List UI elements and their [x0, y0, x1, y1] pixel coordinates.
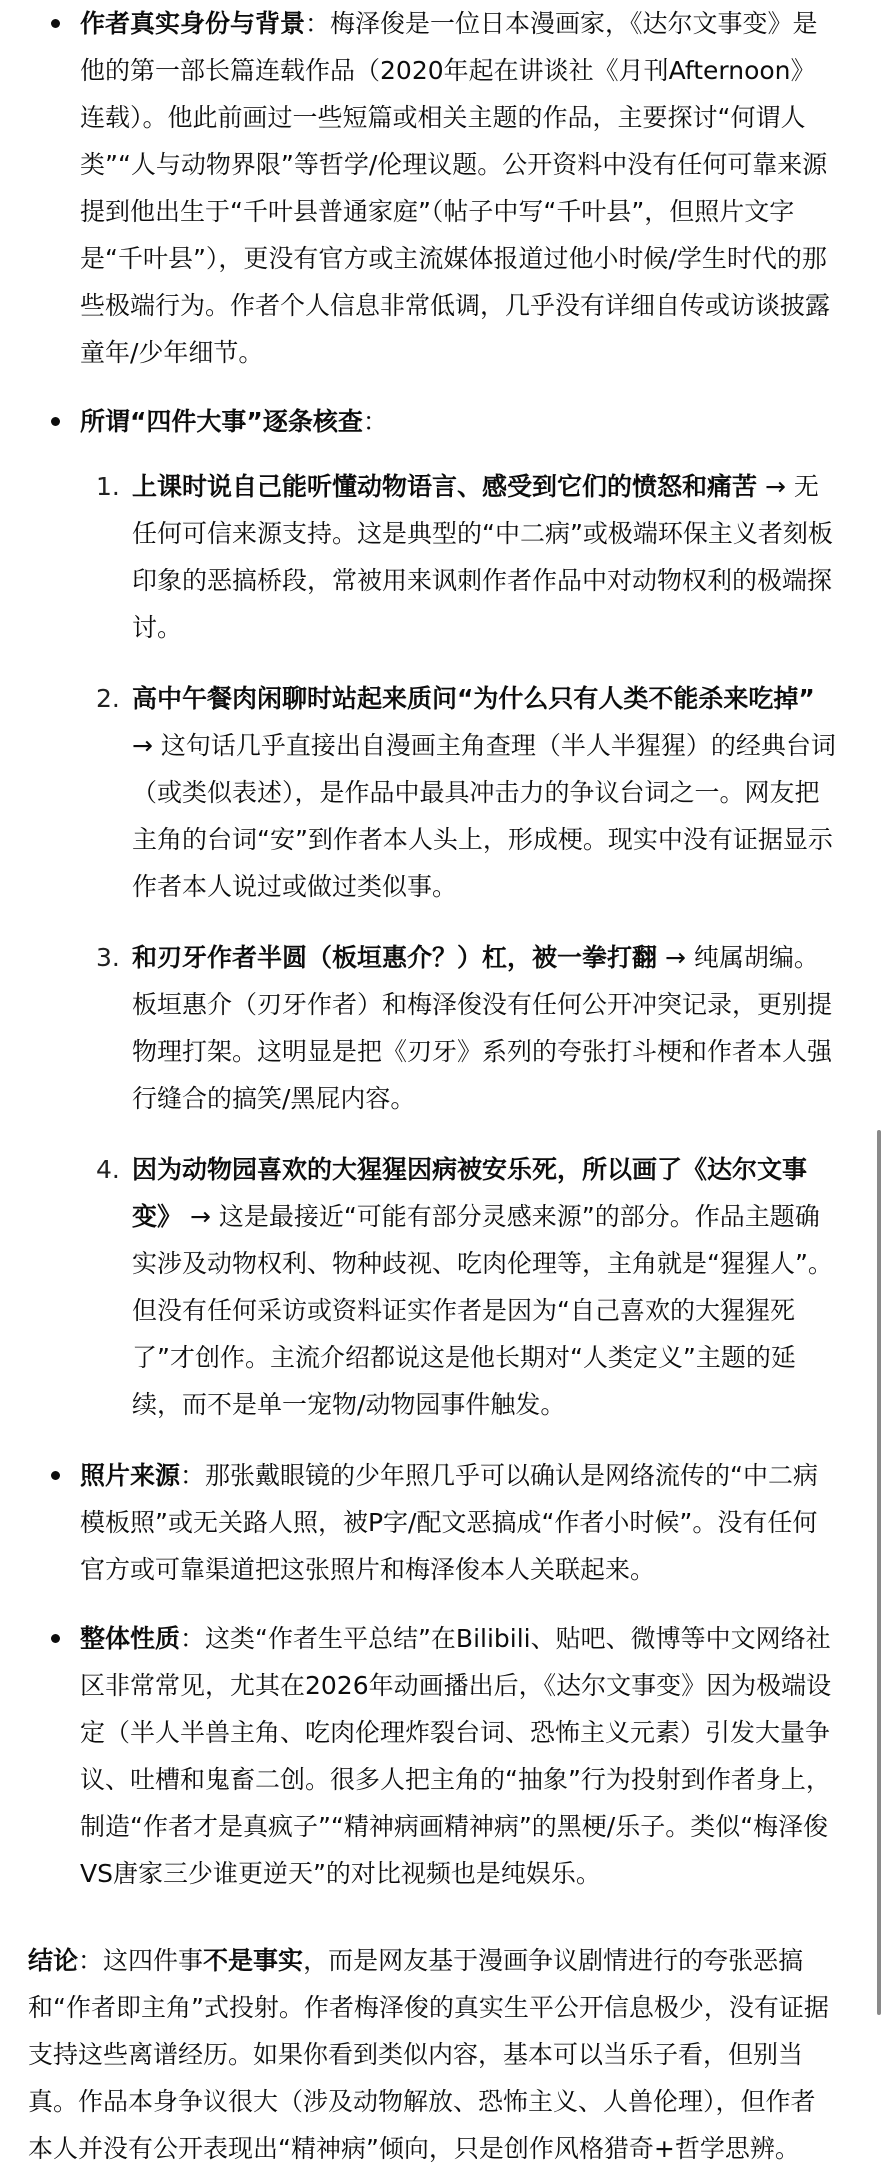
separator: ： — [305, 9, 331, 38]
bullet-text: 那张戴眼镜的少年照几乎可以确认是网络流传的“中二病模板照”或无关路人照，被P字/配文恶搞成“作者小时候”。没有任何官方或可靠渠道把这张照片和梅泽俊本人关联起来。 — [80, 1461, 818, 1584]
list-item — [80, 934, 840, 1122]
item-number: 4. — [96, 1155, 120, 1184]
bullet-four-events — [0, 398, 860, 1428]
bullet-text: 这类“作者生平总结”在Bilibili、贴吧、微博等中文网络社区非常常见，尤其在2026年动画播出后，《达尔文事变》因为极端设定（半人半兽主角、吃肉伦理炸裂台词、恐怖主义元素）引发大量争议、吐槽和鬼畜二创。很多人把主角的“抽象”行为投射到作者身上，制造“作者才是真疯子”“精神病画精神病”的黑梗/乐子。类似“梅泽俊VS唐家三少谁更逆天”的对比视频也是纯娱乐。 — [80, 1624, 832, 1888]
item-heading: 和刃牙作者半圆（板垣惠介？）杠，被一拳打翻 — [132, 943, 658, 972]
separator: ： — [362, 407, 388, 436]
bullet-heading: 所谓“四件大事”逐条核查 — [80, 407, 363, 436]
scrollbar[interactable] — [877, 1130, 881, 2015]
conclusion-label: 结论 — [28, 1946, 79, 1975]
bullet-overall-nature — [0, 1615, 860, 1897]
item-heading: 因为动物园喜欢的大猩猩因病被安乐死，所以画了《达尔文事变》 — [132, 1155, 808, 1231]
item-number: 2. — [96, 684, 120, 713]
bullet-dot-icon — [51, 1634, 60, 1643]
item-heading: 上课时说自己能听懂动物语言、感受到它们的愤怒和痛苦 — [132, 472, 758, 501]
bullet-heading: 作者真实身份与背景 — [80, 9, 306, 38]
bullet-heading: 整体性质 — [80, 1624, 181, 1653]
numbered-list — [80, 463, 840, 1428]
bullet-heading: 照片来源 — [80, 1461, 181, 1490]
bullet-author-identity — [0, 0, 860, 376]
separator: ： — [180, 1624, 206, 1653]
bullet-dot-icon — [51, 417, 60, 426]
list-item — [80, 463, 840, 651]
item-heading: 高中午餐肉闲聊时站起来质问“为什么只有人类不能杀来吃掉” — [132, 684, 815, 713]
item-text: → 纯属胡编。板垣惠介（刃牙作者）和梅泽俊没有任何公开冲突记录，更别提物理打架。这明显是把《刃牙》系列的夸张打斗梗和作者本人强行缝合的搞笑/黑屁内容。 — [132, 943, 833, 1113]
bullet-text: 梅泽俊是一位日本漫画家，《达尔文事变》是他的第一部长篇连载作品（2020年起在讲谈社《月刊Afternoon》连载）。他此前画过一些短篇或相关主题的作品，主要探讨“何谓人类”“人与动物界限”等哲学/伦理议题。公开资料中没有任何可靠来源提到他出生于“千叶县普通家庭”（帖子中写“千叶县”，但照片文字是“千叶县”），更没有官方或主流媒体报道过他小时候/学生时代的那些极端行为。作者个人信息非常低调，几乎没有详细自传或访谈披露童年/少年细节。 — [80, 9, 831, 367]
item-number: 3. — [96, 943, 120, 972]
item-text: → 这是最接近“可能有部分灵感来源”的部分。作品主题确实涉及动物权利、物种歧视、吃肉伦理等，主角就是“猩猩人”。但没有任何采访或资料证实作者是因为“自己喜欢的大猩猩死了”才创作。主流介绍都说这是他长期对“人类定义”主题的延续，而不是单一宠物/动物园事件触发。 — [132, 1202, 833, 1419]
list-item — [80, 1146, 840, 1428]
separator: ： — [78, 1946, 104, 1975]
bullet-dot-icon — [51, 1471, 60, 1480]
item-text: → 无任何可信来源支持。这是典型的“中二病”或极端环保主义者刻板印象的恶搞桥段，常被用来讽刺作者作品中对动物权利的极端探讨。 — [132, 472, 833, 642]
bullet-dot-icon — [51, 19, 60, 28]
bullet-photo-source — [0, 1452, 860, 1593]
item-number: 1. — [96, 472, 120, 501]
list-item — [80, 675, 840, 910]
conclusion-paragraph — [28, 1937, 840, 2172]
conclusion-emphasis: 不是事实 — [203, 1946, 304, 1975]
conclusion-text: 这四件事 — [103, 1946, 204, 1975]
item-text: → 这句话几乎直接出自漫画主角查理（半人半猩猩）的经典台词（或类似表述），是作品中最具冲击力的争议台词之一。网友把主角的台词“安”到作者本人头上，形成梗。现实中没有证据显示作者本人说过或做过类似事。 — [132, 731, 836, 901]
conclusion-text: ，而是网友基于漫画争议剧情进行的夸张恶搞和“作者即主角”式投射。作者梅泽俊的真实生平公开信息极少，没有证据支持这些离谱经历。如果你看到类似内容，基本可以当乐子看，但别当真。作品本身争议很大（涉及动物解放、恐怖主义、人兽伦理），但作者本人并没有公开表现出“精神病”倾向，只是创作风格猎奇+哲学思辨。 — [28, 1946, 829, 2163]
separator: ： — [180, 1461, 206, 1490]
